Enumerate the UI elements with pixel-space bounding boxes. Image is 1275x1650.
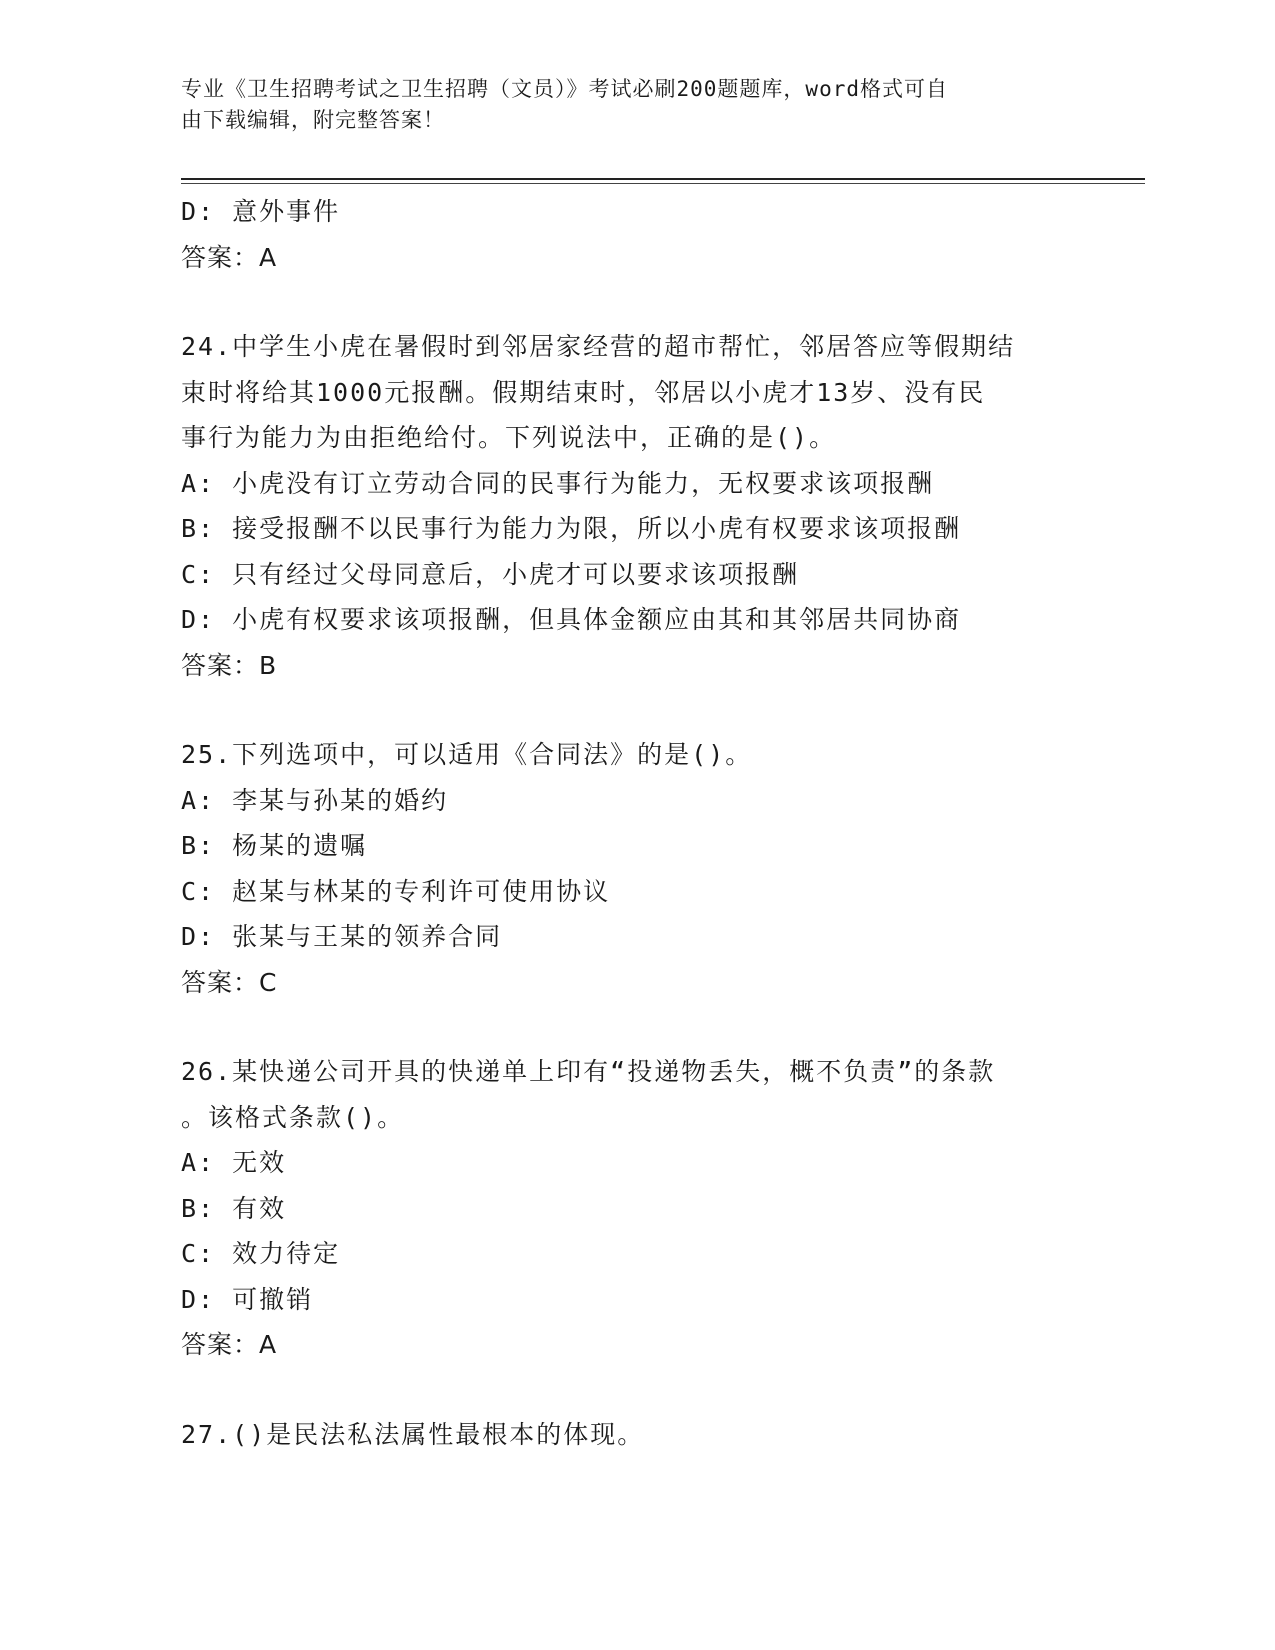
header-divider-thin	[181, 183, 1145, 184]
spacer	[181, 1368, 1081, 1412]
option-d: D: 小虎有权要求该项报酬，但具体金额应由其和其邻居共同协商	[181, 605, 962, 634]
question-list	[181, 189, 1081, 1457]
answer: 答案：C	[181, 967, 278, 997]
question-stem-line: 。该格式条款()。	[181, 1102, 405, 1132]
option-c: C: 效力待定	[181, 1239, 341, 1268]
option-b: B: 杨某的遗嘱	[181, 831, 368, 860]
header-line-1: 专业《卫生招聘考试之卫生招聘（文员）》考试必刷200题题库，word格式可自	[181, 77, 948, 101]
option-a: A: 李某与孙某的婚约	[181, 785, 449, 815]
option-c: C: 只有经过父母同意后，小虎才可以要求该项报酬	[181, 559, 800, 589]
answer: 答案：B	[181, 650, 278, 680]
option-a: A: 小虎没有订立劳动合同的民事行为能力，无权要求该项报酬	[181, 468, 935, 498]
spacer	[181, 280, 1081, 324]
question-stem-line: 束时将给其1000元报酬。假期结束时，邻居以小虎才13岁、没有民	[181, 377, 986, 407]
option-d: D: 张某与王某的领养合同	[181, 922, 503, 951]
option-b: B: 接受报酬不以民事行为能力为限，所以小虎有权要求该项报酬	[181, 514, 962, 543]
question-26	[181, 1049, 1081, 1368]
question-stem-line: 24.中学生小虎在暑假时到邻居家经营的超市帮忙，邻居答应等假期结	[181, 332, 1016, 361]
document-header	[181, 74, 1061, 136]
question-stem-line: 27.()是民法私法属性最根本的体现。	[181, 1419, 645, 1449]
answer: 答案：A	[181, 1330, 278, 1359]
option-c: C: 赵某与林某的专利许可使用协议	[181, 876, 611, 906]
prev-answer: 答案：A	[181, 242, 278, 272]
question-25	[181, 732, 1081, 1005]
spacer	[181, 688, 1081, 732]
question-stem-line: 25.下列选项中，可以适用《合同法》的是()。	[181, 740, 753, 769]
spacer	[181, 1005, 1081, 1049]
header-divider-thick	[181, 178, 1145, 180]
question-24	[181, 324, 1081, 688]
question-stem-line: 事行为能力为由拒绝给付。下列说法中，正确的是()。	[181, 423, 837, 452]
option-d: D: 可撤销	[181, 1284, 314, 1314]
header-line-2: 由下载编辑，附完整答案！	[181, 108, 445, 132]
prev-option-d: D: 意外事件	[181, 197, 341, 226]
option-a: A: 无效	[181, 1148, 287, 1177]
question-27	[181, 1412, 1081, 1458]
option-b: B: 有效	[181, 1193, 287, 1223]
question-stem-line: 26.某快递公司开具的快递单上印有“投递物丢失，概不负责”的条款	[181, 1057, 996, 1086]
